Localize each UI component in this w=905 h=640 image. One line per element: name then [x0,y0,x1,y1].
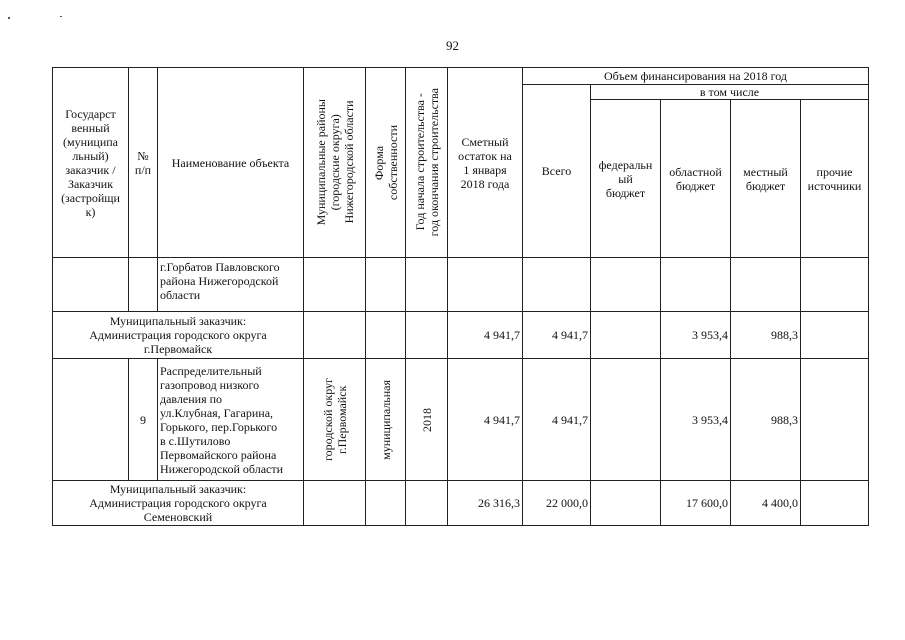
total-value: 22 000,0 [523,481,591,526]
table-row [53,359,869,481]
header-districts [304,68,366,258]
cell-empty [304,481,366,526]
item-number: 9 [129,359,158,481]
cell-empty [591,359,661,481]
table-row-group [53,312,869,359]
header-years [406,68,448,258]
header-ownership-text: Форма собственности [371,124,400,201]
scan-speck [8,17,10,19]
cell-empty [304,312,366,359]
regional-value: 3 953,4 [661,359,731,481]
district-text: городской округ г.Первомайск [320,378,349,461]
cell-empty [53,359,129,481]
header-num: № п/п [129,68,158,258]
estimate-value: 4 941,7 [448,359,523,481]
header-local: местный бюджет [731,100,801,258]
cell-empty [406,258,448,312]
years-text: 2018 [419,407,434,432]
header-including: в том числе [591,85,869,100]
page-number: 92 [446,38,459,53]
table-row-group [53,481,869,526]
cell-empty [801,359,869,481]
cell-empty [591,312,661,359]
years-cell [406,359,448,481]
district-cell [304,359,366,481]
financing-table [52,67,869,526]
object-name-gorbatov: г.Горбатов Павловского района Нижегородской области [158,258,304,312]
cell-empty [801,258,869,312]
cell-empty [448,258,523,312]
local-value: 4 400,0 [731,481,801,526]
estimate-value: 4 941,7 [448,312,523,359]
total-value: 4 941,7 [523,359,591,481]
ownership-cell [366,359,406,481]
cell-empty [366,481,406,526]
header-object-name: Наименование объекта [158,68,304,258]
header-federal: федеральн ый бюджет [591,100,661,258]
cell-empty [801,312,869,359]
cell-empty [731,258,801,312]
cell-empty [366,258,406,312]
cell-empty [801,481,869,526]
cell-empty [129,258,158,312]
header-districts-text: Муниципальные районы (городские округа) Нижегородской области [313,99,356,226]
regional-value: 3 953,4 [661,312,731,359]
cell-empty [591,258,661,312]
header-regional: областной бюджет [661,100,731,258]
header-total: Всего [523,85,591,258]
local-value: 988,3 [731,359,801,481]
total-value: 4 941,7 [523,312,591,359]
header-years-text: Год начала строительства - год окончания строительства [412,88,441,237]
header-ownership [366,68,406,258]
group-label-semenov: Муниципальный заказчик: Администрация городского округа Семеновский [53,481,304,526]
cell-empty [591,481,661,526]
ownership-text: муниципальная [378,379,393,460]
cell-empty [523,258,591,312]
header-other: прочие источники [801,100,869,258]
header-funding: Объем финансирования на 2018 год [523,68,869,85]
object-name-item9: Распределительный газопровод низкого давления по ул.Клубная, Гагарина, Горького, пер.Горького в с.Шутилово Первомайского района Нижегородской области [158,359,304,481]
scan-speck [60,16,62,17]
cell-empty [53,258,129,312]
header-customer: Государст венный (муниципа льный) заказчик / Заказчик (застройщи к) [53,68,129,258]
header-estimate: Сметный остаток на 1 января 2018 года [448,68,523,258]
table-row [53,258,869,312]
cell-empty [406,312,448,359]
cell-empty [366,312,406,359]
cell-empty [406,481,448,526]
estimate-value: 26 316,3 [448,481,523,526]
cell-empty [661,258,731,312]
group-label-pervomaysk: Муниципальный заказчик: Администрация городского округа г.Первомайск [53,312,304,359]
local-value: 988,3 [731,312,801,359]
cell-empty [304,258,366,312]
regional-value: 17 600,0 [661,481,731,526]
